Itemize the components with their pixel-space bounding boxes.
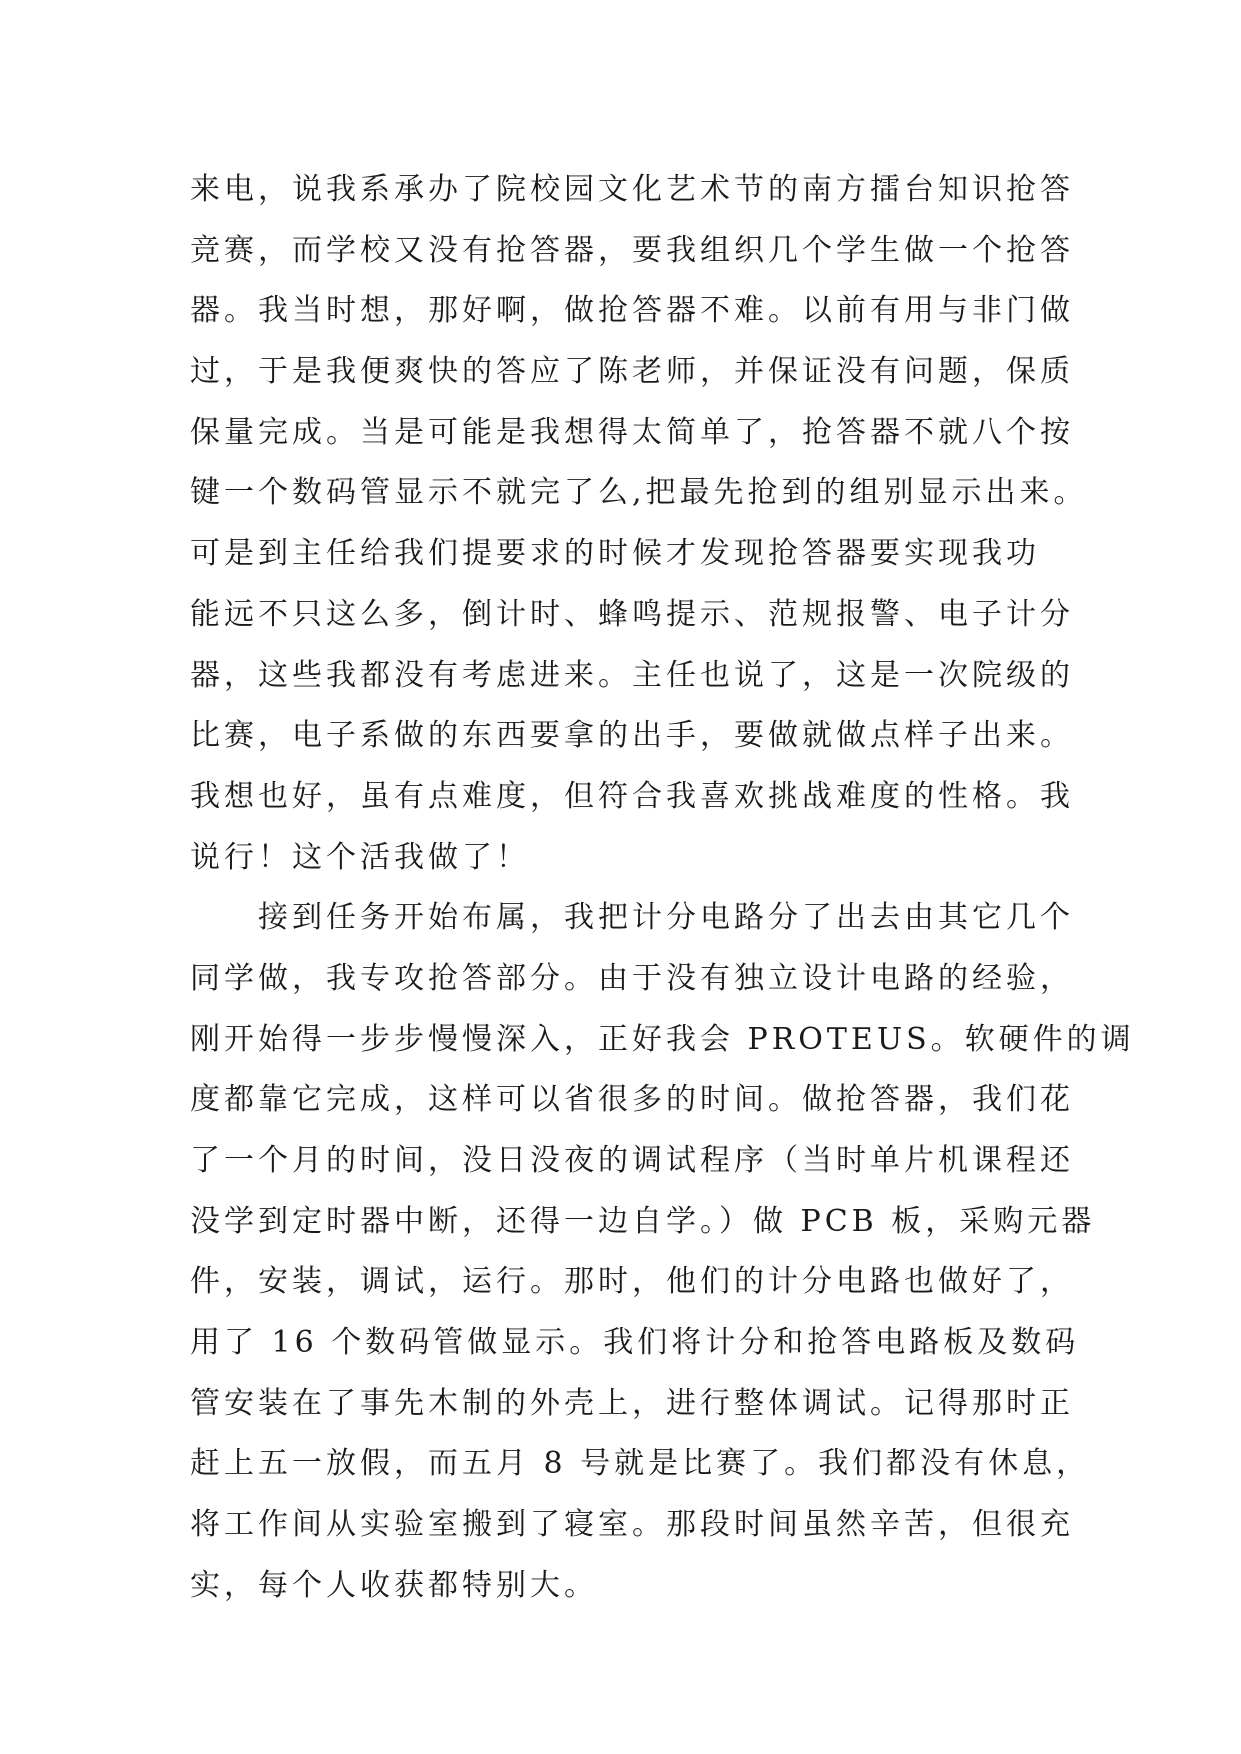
text-line: 比赛，电子系做的东西要拿的出手，要做就做点样子出来。 (190, 718, 1074, 754)
text-line: 将工作间从实验室搬到了寝室。那段时间虽然辛苦，但很充 (190, 1507, 1074, 1543)
paragraph-1 (190, 160, 1088, 888)
text-line: 竞赛，而学校又没有抢答器，要我组织几个学生做一个抢答 (190, 232, 1074, 268)
text-line: 没学到定时器中断，还得一边自学。）做 PCB 板，采购元器 (190, 1203, 1096, 1239)
text-line: 过，于是我便爽快的答应了陈老师，并保证没有问题，保质 (190, 354, 1074, 390)
text-line: 能远不只这么多，倒计时、蜂鸣提示、范规报警、电子计分 (190, 596, 1074, 632)
text-line: 同学做，我专攻抢答部分。由于没有独立设计电路的经验， (190, 960, 1074, 996)
text-line: 来电，说我系承办了院校园文化艺术节的南方擂台知识抢答 (190, 172, 1074, 207)
text-line: 可是到主任给我们提要求的时候才发现抢答器要实现我功 (190, 536, 1040, 572)
text-line: 我想也好，虽有点难度，但符合我喜欢挑战难度的性格。我 (190, 778, 1074, 814)
text-line: 刚开始得一步步慢慢深入，正好我会 PROTEUS。软硬件的调 (190, 1021, 1135, 1057)
text-line: 管安装在了事先木制的外壳上，进行整体调试。记得那时正 (190, 1385, 1074, 1421)
document-body (190, 160, 1135, 1617)
text-line: 用了 16 个数码管做显示。我们将计分和抢答电路板及数码 (190, 1325, 1080, 1361)
text-line: 说行！这个活我做了！ (190, 839, 530, 875)
text-line: 键一个数码管显示不就完了么,把最先抢到的组别显示出来。 (190, 475, 1088, 511)
text-line-indented: 接到任务开始布属，我把计分电路分了出去由其它几个 (258, 900, 1074, 936)
text-line: 器。我当时想，那好啊，做抢答器不难。以前有用与非门做 (190, 293, 1074, 329)
text-line: 件，安装，调试，运行。那时，他们的计分电路也做好了， (190, 1264, 1074, 1300)
paragraph-2 (190, 888, 1135, 1616)
text-line: 度都靠它完成，这样可以省很多的时间。做抢答器，我们花 (190, 1082, 1074, 1118)
text-line: 保量完成。当是可能是我想得太简单了，抢答器不就八个按 (190, 414, 1074, 450)
text-line: 赶上五一放假，而五月 8 号就是比赛了。我们都没有休息， (190, 1446, 1091, 1482)
text-line: 实，每个人收获都特别大。 (190, 1567, 598, 1603)
text-line: 了一个月的时间，没日没夜的调试程序（当时单片机课程还 (190, 1143, 1074, 1178)
text-line: 器，这些我都没有考虑进来。主任也说了，这是一次院级的 (190, 657, 1074, 693)
